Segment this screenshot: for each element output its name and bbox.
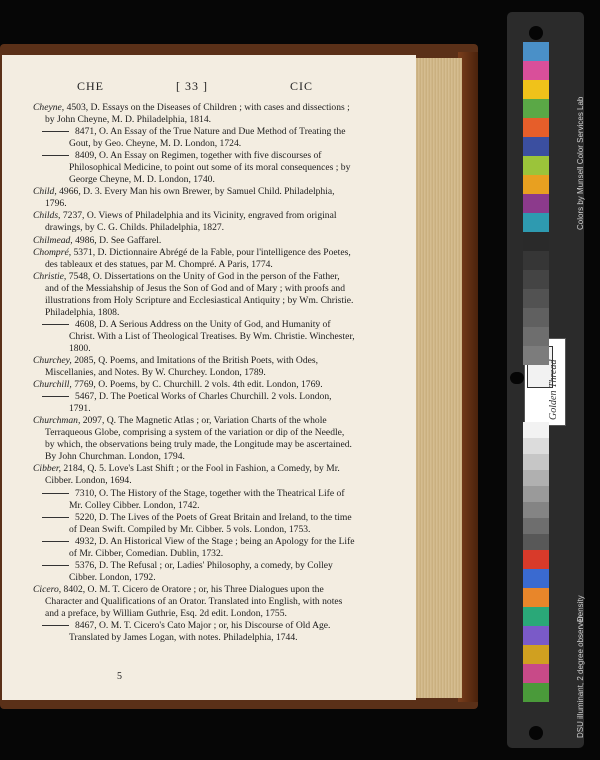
gray-patch [523,289,549,308]
page-edges [412,58,462,698]
color-patch [523,194,549,213]
checker-hole [529,26,543,40]
color-patch [523,550,549,569]
running-header-left: CHE [77,79,104,93]
entry-text: 8471, O. An Essay of the True Nature and Due Method of Treating the Gout, by Geo. Cheyne, M. D. London, 1724. [69,126,346,150]
catalog-entry [33,355,355,379]
ditto-dash [42,396,69,397]
entry-text: 7548, O. Dissertations on the Unity of God in the person of the Father, and of the Messiahship of Jesus the Son of God and of Mary ; with proofs and illustrations from Holy Scripture and Ecclesiastical Antiquity ; by Wm. Christie. Philadelphia, 1808. [45,270,354,318]
color-patch [523,156,549,175]
catalog-entry [33,560,355,584]
catalog-entry [33,536,355,560]
entry-author: Child, [33,186,57,198]
catalog-entry [33,319,355,355]
color-patch [523,569,549,588]
catalog-entry [33,235,355,247]
catalog-entry [33,463,355,487]
ditto-dash [42,131,69,132]
gray-patch [523,518,549,534]
density-label: Density [576,595,585,622]
entry-author: Childs, [33,210,61,222]
catalog-entry [33,186,355,210]
ditto-dash [42,493,69,494]
color-patch [523,42,549,61]
color-patch [523,607,549,626]
color-patch [523,683,549,702]
gray-patch [523,502,549,518]
entry-author: Cibber, [33,463,61,475]
entry-text: 8409, O. An Essay on Regimen, together with five discourses of Philosophical Medicine, to point out some of its moral consequences ; by George Cheyne, M. D. London, 1740. [69,150,351,186]
checker-bottom-text: DSU illuminant, 2 degree observer [576,615,585,738]
catalog-entry [33,584,355,620]
entry-text: 2097, Q. The Magnetic Atlas ; or, Variation Charts of the whole Terraqueous Globe, comprising a system of the variation or dip of the Needle, by which, the observations being truly made, the Longitude may be ascertained. By John Churchman. London, 1794. [45,415,352,463]
entry-text: 5371, D. Dictionnaire Abrégé de la Fable, pour l'intelligence des Poetes, des tableaux et des statues, par M. Chompré. A Paris, 1774. [45,246,351,270]
entry-text: 5467, D. The Poetical Works of Charles Churchill. 2 vols. London, 1791. [69,391,332,415]
gray-patch [523,270,549,289]
gray-patch [523,232,549,251]
catalog-entry [33,150,355,186]
checker-slot [510,372,524,384]
entry-text: 4503, D. Essays on the Diseases of Children ; with cases and dissections ; by John Cheyne, M. D. Philadelphia, 1814. [45,102,350,126]
catalog-entry [33,415,355,463]
entry-author: Chilmead, [33,234,73,246]
color-patch [523,61,549,80]
gray-patch [523,534,549,550]
ditto-dash [42,565,69,566]
ditto-dash [42,517,69,518]
gray-patch [523,327,549,346]
catalog-entry [33,271,355,319]
entry-text: 8402, O. M. T. Cicero de Oratore ; or, his Three Dialogues upon the Character and Qualifications of an Orator. Translated into English, with notes and a preface, by William Guthrie, Esq. 2d edit. London, 1755. [45,583,343,619]
checker-brand-text: Colors by Munsell Color Services Lab [576,96,585,230]
entry-author: Churchey, [33,354,72,366]
checker-hole [529,726,543,740]
entry-text: 4608, D. A Serious Address on the Unity of God, and Humanity of Christ. With a List of Theological Treatises. By Wm. Christie. Winchester, 1800. [69,318,355,354]
color-patch [523,80,549,99]
entry-text: 7310, O. The History of the Stage, together with the Theatrical Life of Mr. Colley Cibber. London, 1742. [69,487,345,511]
color-patch [523,626,549,645]
catalog-entry [33,620,355,644]
ditto-dash [42,155,69,156]
catalog-entries [33,102,355,644]
entry-text: 5376, D. The Refusal ; or, Ladies' Philosophy, a comedy, by Colley Cibber. London, 1792. [69,559,333,583]
gray-patch [523,470,549,486]
entry-author: Churchman, [33,415,81,427]
entry-text: 4986, D. See Gaffarel. [72,234,162,246]
color-patch [523,175,549,194]
entry-text: 7769, O. Poems, by C. Churchill. 2 vols. 4th edit. London, 1769. [71,379,323,391]
entry-text: 8467, O. M. T. Cicero's Cato Major ; or, his Discourse of Old Age. Translated by James Logan, with notes. Philadelphia, 1744. [69,620,331,644]
catalog-entry [33,210,355,234]
gray-patch [523,486,549,502]
running-header-right: CIC [290,79,314,93]
color-patch [523,213,549,232]
color-patch [523,645,549,664]
gray-patch [523,422,549,438]
ditto-dash [42,625,69,626]
catalog-entry [33,379,355,391]
gray-patch [523,346,549,365]
checker-label-text: Golden Thread [548,359,559,420]
catalog-entry [33,126,355,150]
entry-text: 4932, D. An Historical View of the Stage ; being an Apology for the Life of Mr. Cibber, Comedian. Dublin, 1732. [69,535,355,559]
ditto-dash [42,324,69,325]
entry-text: 2184, Q. 5. Love's Last Shift ; or the Fool in Fashion, a Comedy, by Mr. Cibber. London, 1694. [45,463,340,487]
entry-text: 2085, Q. Poems, and Imitations of the British Poets, with Odes, Miscellanies, and Notes. By W. Churchey. London, 1789. [45,354,319,379]
entry-author: Christie, [33,270,67,282]
color-patch [523,137,549,156]
gray-patch [523,251,549,270]
signature-mark: 5 [117,671,122,682]
color-patch [523,664,549,683]
catalog-entry [33,247,355,271]
catalog-entry [33,102,355,126]
catalog-entry [33,512,355,536]
page-number: [ 33 ] [176,79,208,93]
entry-author: Cicero, [33,583,62,595]
entry-author: Churchill, [33,379,72,391]
catalog-entry [33,488,355,512]
catalog-entry [33,391,355,415]
entry-text: 7237, O. Views of Philadelphia and its Vicinity, engraved from original drawings, by C. G. Childs. Philadelphia, 1827. [45,210,337,234]
color-patch [523,588,549,607]
color-patch [523,99,549,118]
gray-patch [523,308,549,327]
gray-patch [523,438,549,454]
entry-text: 4966, D. 3. Every Man his own Brewer, by Samuel Child. Philadelphia, 1796. [45,186,335,210]
entry-author: Chompré, [33,246,72,258]
entry-text: 5220, D. The Lives of the Poets of Great Britain and Ireland, to the time of Dean Swift. Compiled by Mr. Cibber. 5 vols. London, 1753. [69,511,352,535]
color-patch [523,118,549,137]
gray-patch [523,454,549,470]
ditto-dash [42,541,69,542]
entry-author: Cheyne, [33,102,65,113]
